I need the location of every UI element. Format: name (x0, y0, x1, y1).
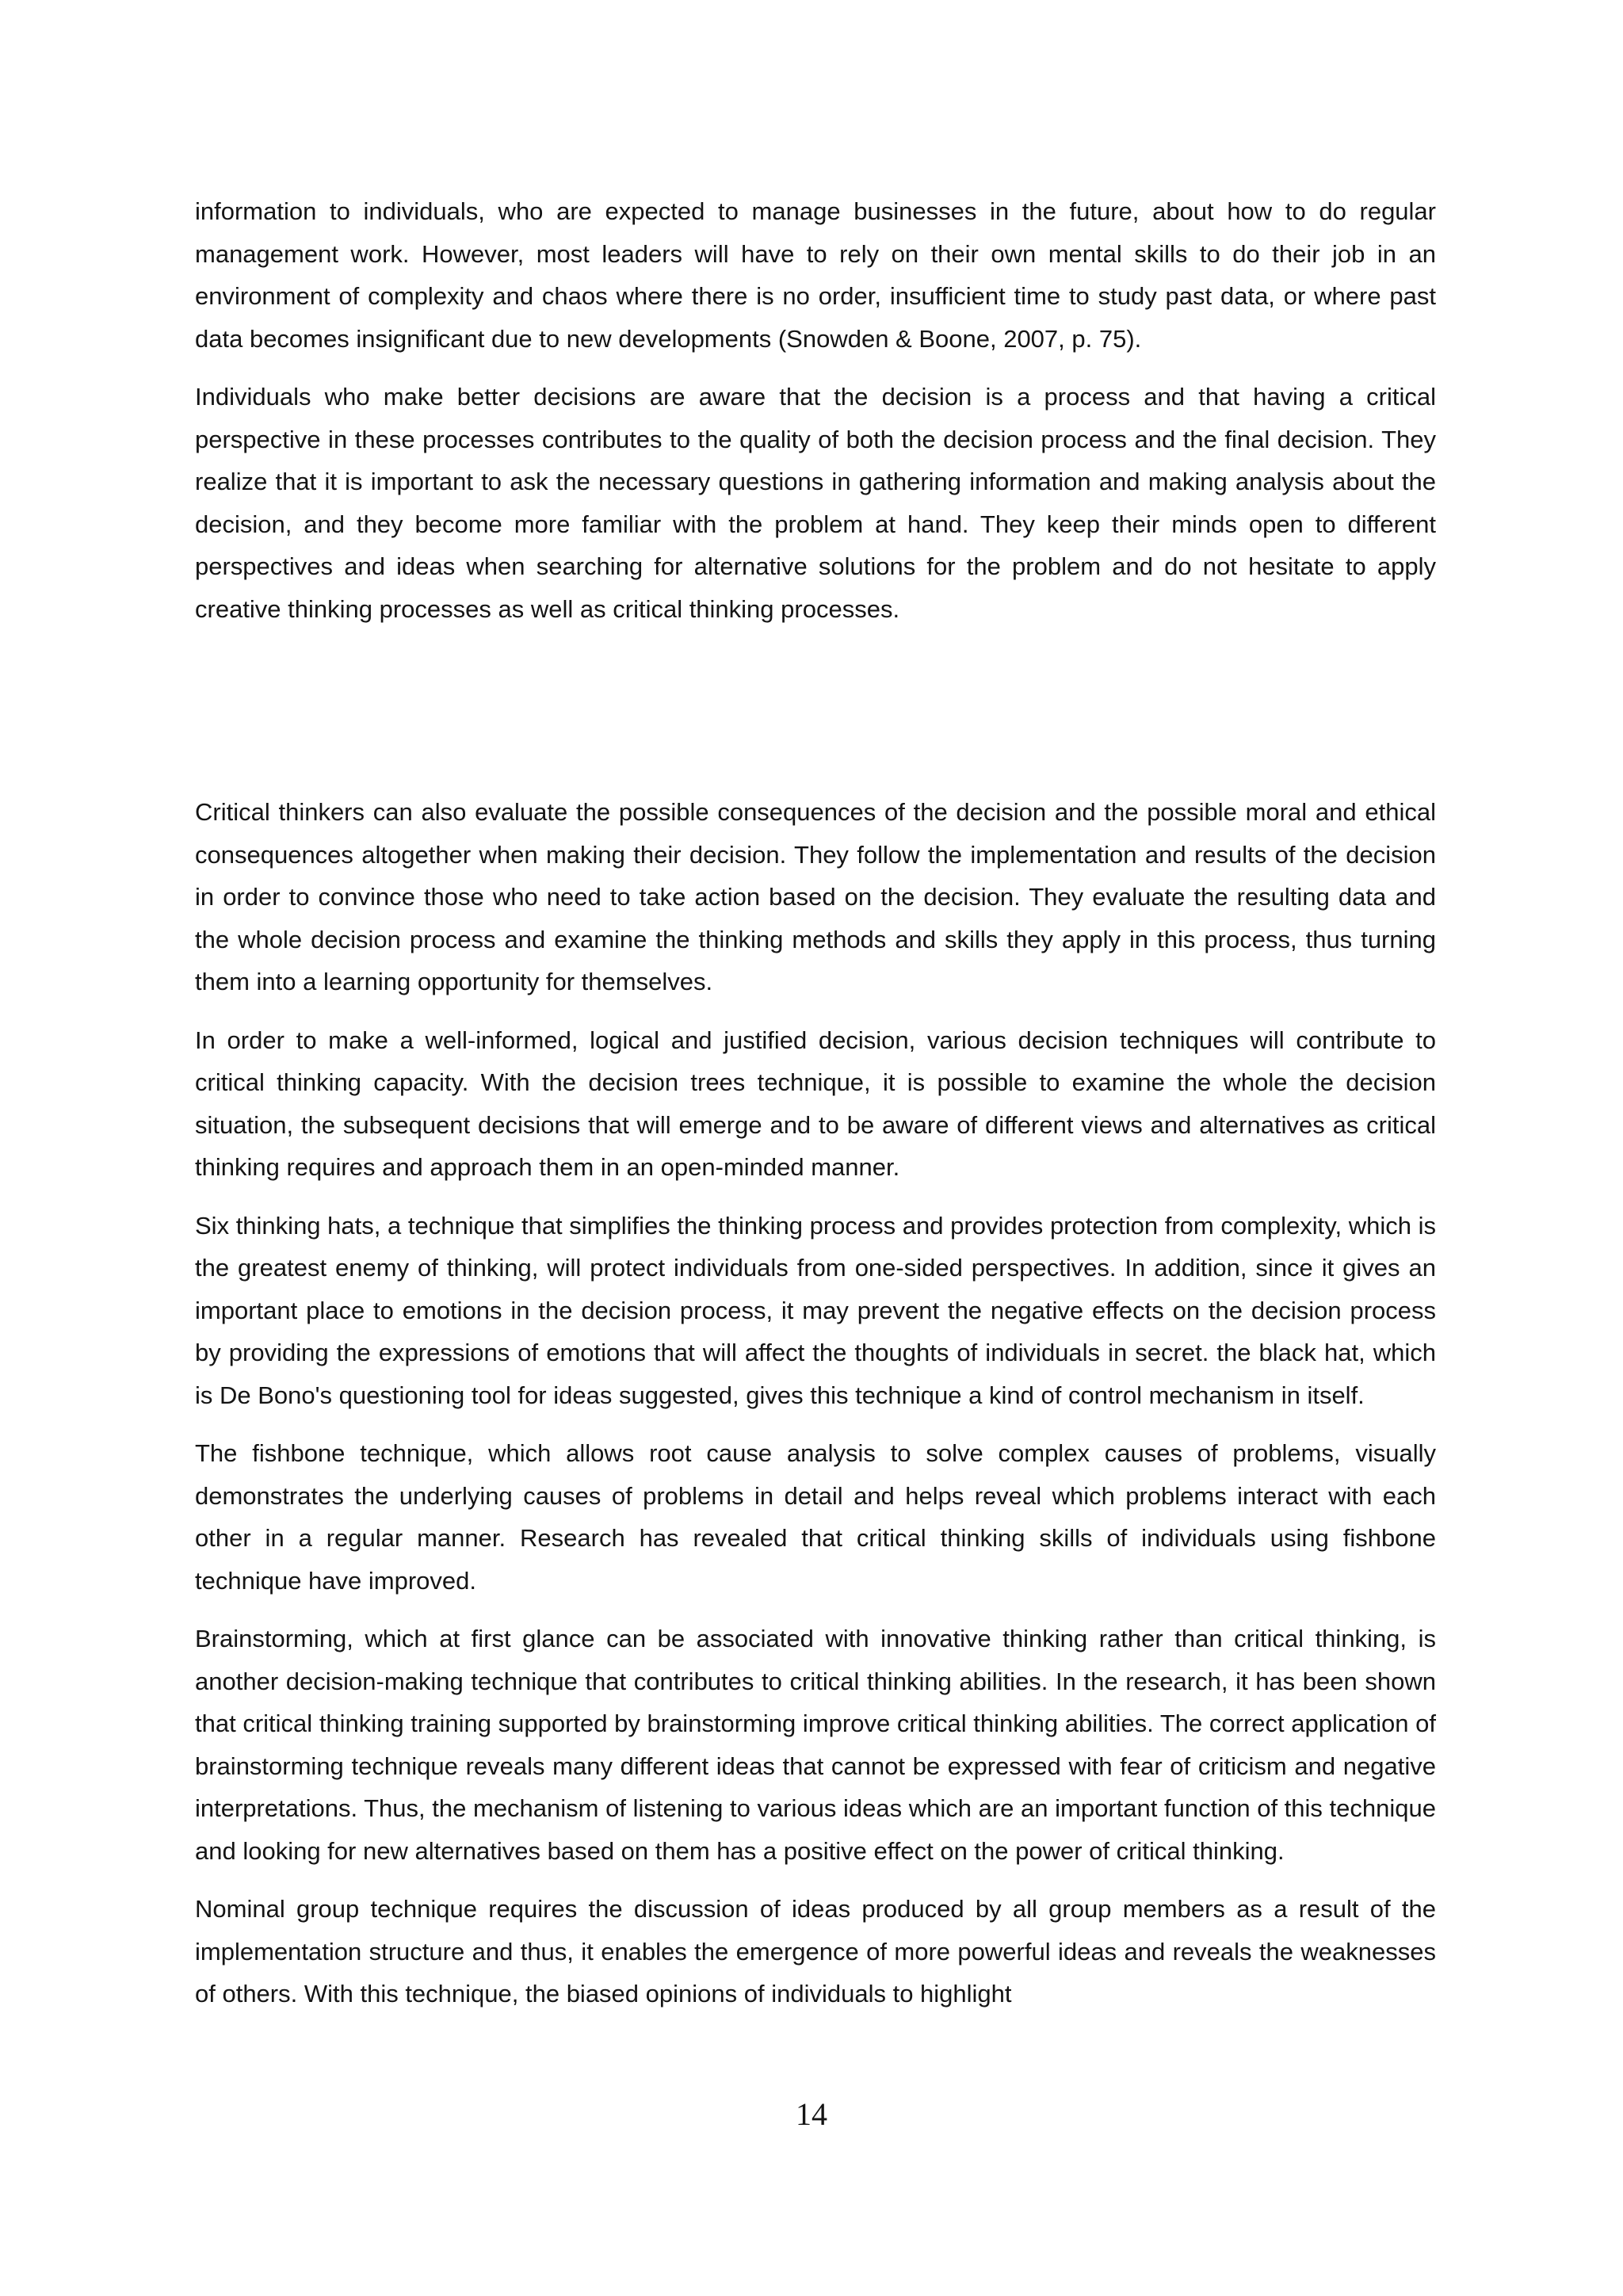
paragraph-6: The fishbone technique, which allows root cause analysis to solve complex causes of problems, visually demonstrates the underlying causes of problems in detail and helps reveal which problems interact with each other in a regular manner. Research has revealed that critical thinking skills of individuals using fishbone technique have improved. (195, 1439, 1436, 1595)
page-number: 14 (796, 2096, 827, 2132)
paragraph-5: Six thinking hats, a technique that simplifies the thinking process and provides protection from complexity, which is the greatest enemy of thinking, will protect individuals from one-sided perspectives. In addition, since it gives an important place to emotions in the decision process, it may prevent the negative effects on the decision process by providing the expressions of emotions that will affect the thoughts of individuals in secret. the black hat, which is De Bono's questioning tool for ideas suggested, gives this technique a kind of control mechanism in itself. (195, 1211, 1436, 1409)
paragraph-8: Nominal group technique requires the discussion of ideas produced by all group members as a result of the implementation structure and thus, it enables the emergence of more powerful ideas and reveals the weaknesses of others. With this technique, the biased opinions of individuals to highlight (195, 1895, 1436, 2008)
text-block-main (195, 791, 1436, 2031)
text-block-top (195, 190, 1436, 646)
paragraph-7: Brainstorming, which at first glance can be associated with innovative thinking rather than critical thinking, is another decision-making technique that contributes to critical thinking abilities. In the research, it has been shown that critical thinking training supported by brainstorming improve critical thinking abilities. The correct application of brainstorming technique reveals many different ideas that cannot be expressed with fear of criticism and negative interpretations. Thus, the mechanism of listening to various ideas which are an important function of this technique and looking for new alternatives based on them has a positive effect on the power of critical thinking. (195, 1625, 1436, 1865)
paragraph-2: Individuals who make better decisions are aware that the decision is a process and that having a critical perspective in these processes contributes to the quality of both the decision process and the final decision. They realize that it is important to ask the necessary questions in gathering information and making analysis about the decision, and they become more familiar with the problem at hand. They keep their minds open to different perspectives and ideas when searching for alternative solutions for the problem and do not hesitate to apply creative thinking processes as well as critical thinking processes. (195, 383, 1436, 623)
paragraph-3: Critical thinkers can also evaluate the possible consequences of the decision and the possible moral and ethical consequences altogether when making their decision. They follow the implementation and results of the decision in order to convince those who need to take action based on the decision. They evaluate the resulting data and the whole decision process and examine the thinking methods and skills they apply in this process, thus turning them into a learning opportunity for themselves. (195, 798, 1436, 995)
paragraph-4: In order to make a well-informed, logical and justified decision, various decision techniques will contribute to critical thinking capacity. With the decision trees technique, it is possible to examine the whole the decision situation, the subsequent decisions that will emerge and to be aware of different views and alternatives as critical thinking requires and approach them in an open-minded manner. (195, 1026, 1436, 1181)
paragraph-1: information to individuals, who are expected to manage businesses in the future, about how to do regular management work. However, most leaders will have to rely on their own mental skills to do their job in an environment of complexity and chaos where there is no order, insufficient time to study past data, or where past data becomes insignificant due to new developments (Snowden & Boone, 2007, p. 75). (195, 197, 1436, 353)
